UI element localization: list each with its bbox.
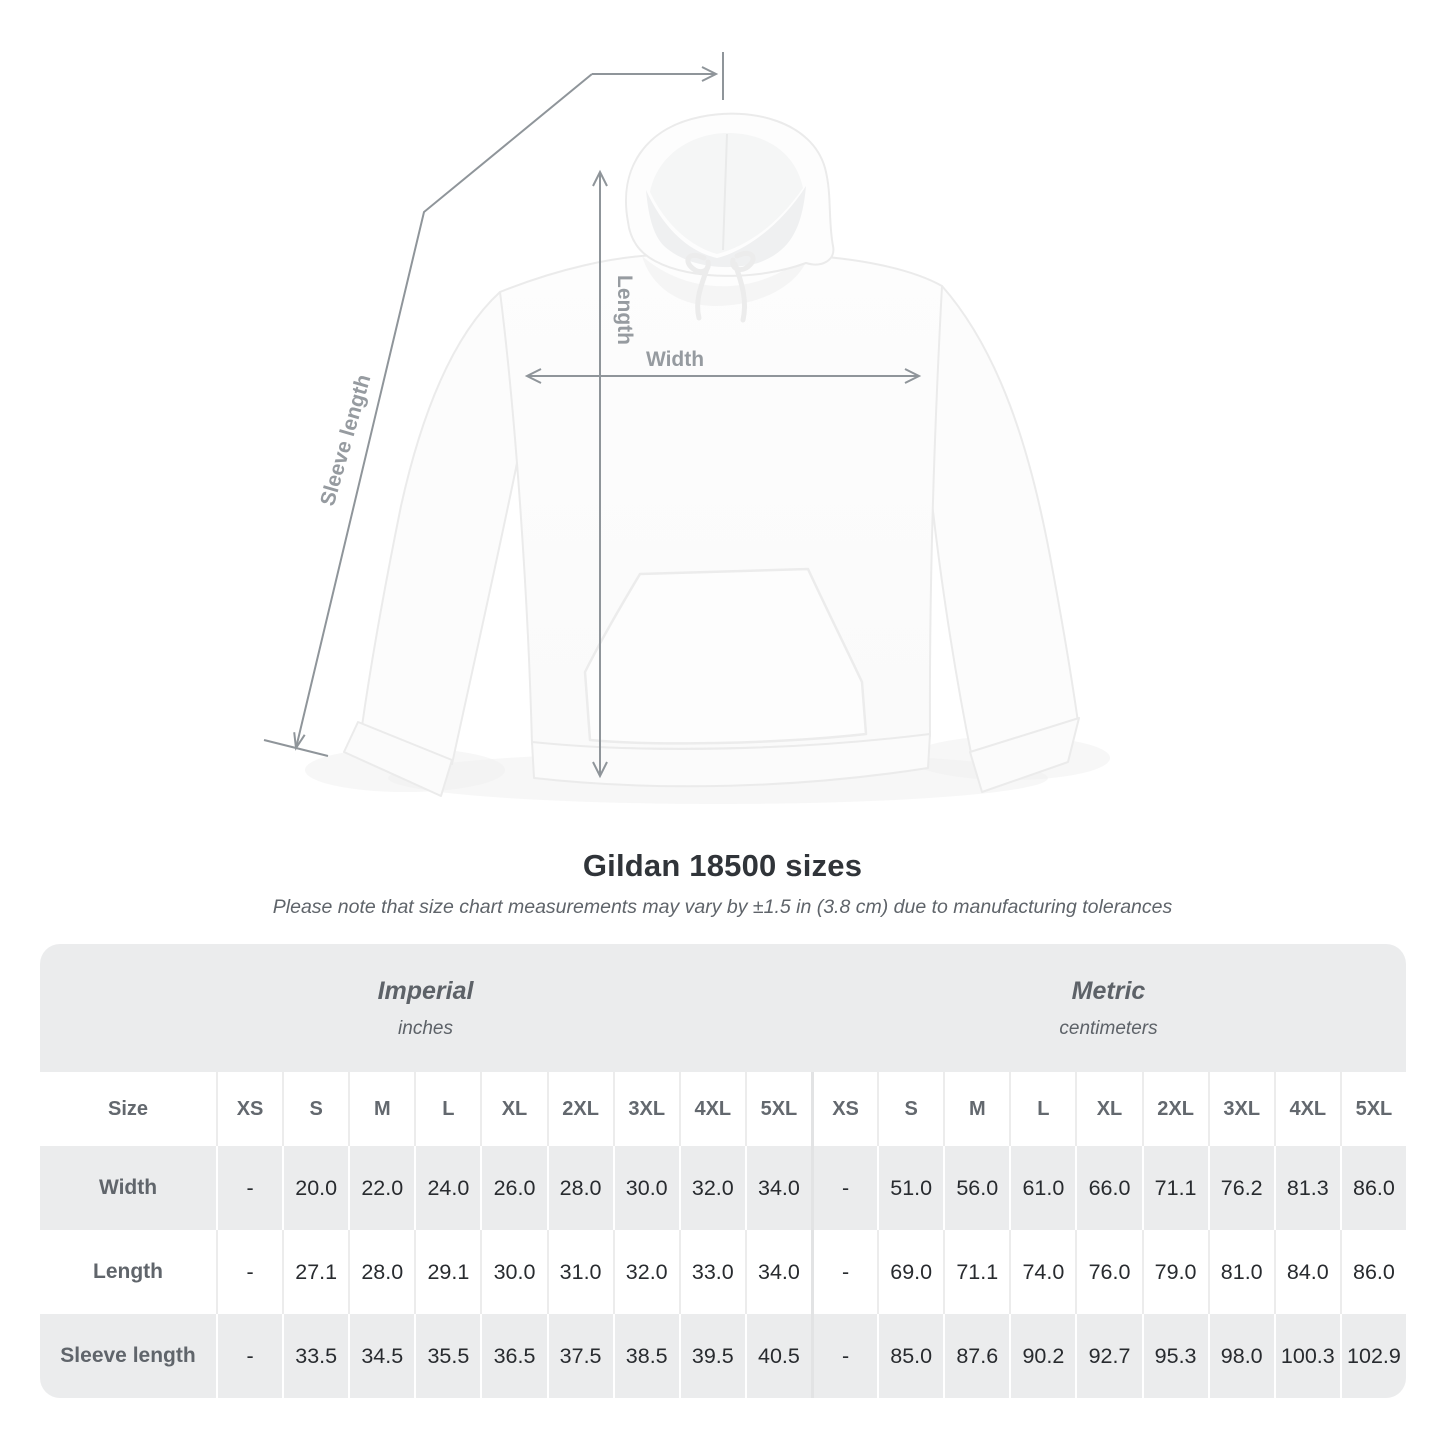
metric-value: 56.0 — [943, 1146, 1009, 1230]
metric-value: - — [811, 1230, 877, 1314]
imperial-value: 35.5 — [414, 1314, 480, 1398]
metric-size-header: L — [1009, 1072, 1075, 1146]
metric-value: 90.2 — [1009, 1314, 1075, 1398]
hoodie-left-sleeve — [362, 292, 527, 764]
imperial-value: 34.0 — [745, 1230, 811, 1314]
imperial-size-header: 4XL — [679, 1072, 745, 1146]
metric-value: 86.0 — [1340, 1230, 1406, 1314]
metric-value: - — [811, 1146, 877, 1230]
imperial-value: 39.5 — [679, 1314, 745, 1398]
metric-size-header: M — [943, 1072, 1009, 1146]
row-label: Width — [40, 1146, 216, 1230]
metric-size-header: 3XL — [1208, 1072, 1274, 1146]
hoodie-right-sleeve — [925, 286, 1078, 758]
metric-size-header: 5XL — [1340, 1072, 1406, 1146]
metric-size-header: 2XL — [1142, 1072, 1208, 1146]
imperial-value: 33.0 — [679, 1230, 745, 1314]
imperial-value: - — [216, 1146, 282, 1230]
metric-value: - — [811, 1314, 877, 1398]
imperial-value: - — [216, 1230, 282, 1314]
imperial-value: 27.1 — [282, 1230, 348, 1314]
metric-value: 79.0 — [1142, 1230, 1208, 1314]
imperial-size-header: S — [282, 1072, 348, 1146]
row-label: Length — [40, 1230, 216, 1314]
imperial-value: 28.0 — [547, 1146, 613, 1230]
metric-value: 86.0 — [1340, 1146, 1406, 1230]
metric-value: 85.0 — [877, 1314, 943, 1398]
imperial-unit: inches — [398, 1017, 453, 1039]
imperial-value: 33.5 — [282, 1314, 348, 1398]
metric-size-header: S — [877, 1072, 943, 1146]
row-label: Sleeve length — [40, 1314, 216, 1398]
imperial-value: 26.0 — [480, 1146, 546, 1230]
imperial-title: Imperial — [377, 976, 474, 1005]
imperial-value: - — [216, 1314, 282, 1398]
imperial-value: 29.1 — [414, 1230, 480, 1314]
imperial-value: 30.0 — [480, 1230, 546, 1314]
metric-value: 95.3 — [1142, 1314, 1208, 1398]
imperial-value: 20.0 — [282, 1146, 348, 1230]
size-corner-header: Size — [40, 1072, 216, 1146]
metric-value: 71.1 — [1142, 1146, 1208, 1230]
metric-value: 76.0 — [1075, 1230, 1141, 1314]
imperial-size-header: L — [414, 1072, 480, 1146]
imperial-value: 24.0 — [414, 1146, 480, 1230]
metric-value: 71.1 — [943, 1230, 1009, 1314]
metric-title: Metric — [1071, 976, 1146, 1005]
imperial-value: 32.0 — [613, 1230, 679, 1314]
metric-value: 81.3 — [1274, 1146, 1340, 1230]
metric-value: 66.0 — [1075, 1146, 1141, 1230]
metric-value: 98.0 — [1208, 1314, 1274, 1398]
metric-value: 92.7 — [1075, 1314, 1141, 1398]
imperial-value: 34.0 — [745, 1146, 811, 1230]
metric-size-header: XS — [811, 1072, 877, 1146]
sleeve-length-label: Sleeve length — [316, 371, 376, 509]
imperial-value: 34.5 — [348, 1314, 414, 1398]
imperial-value: 32.0 — [679, 1146, 745, 1230]
width-label: Width — [645, 348, 705, 371]
metric-size-header: XL — [1075, 1072, 1141, 1146]
metric-value: 76.2 — [1208, 1146, 1274, 1230]
imperial-value: 40.5 — [745, 1314, 811, 1398]
metric-value: 84.0 — [1274, 1230, 1340, 1314]
metric-value: 102.9 — [1340, 1314, 1406, 1398]
tolerance-note: Please note that size chart measurements may vary by ±1.5 in (3.8 cm) due to manufacturing tolerances — [272, 896, 1173, 918]
metric-value: 61.0 — [1009, 1146, 1075, 1230]
metric-value: 51.0 — [877, 1146, 943, 1230]
imperial-value: 37.5 — [547, 1314, 613, 1398]
metric-value: 87.6 — [943, 1314, 1009, 1398]
imperial-size-header: XL — [480, 1072, 546, 1146]
metric-value: 69.0 — [877, 1230, 943, 1314]
metric-unit: centimeters — [1059, 1017, 1158, 1039]
imperial-value: 31.0 — [547, 1230, 613, 1314]
imperial-value: 28.0 — [348, 1230, 414, 1314]
page-title: Gildan 18500 sizes — [582, 848, 863, 883]
imperial-size-header: M — [348, 1072, 414, 1146]
length-label: Length — [613, 275, 636, 345]
imperial-value: 36.5 — [480, 1314, 546, 1398]
metric-value: 74.0 — [1009, 1230, 1075, 1314]
imperial-value: 22.0 — [348, 1146, 414, 1230]
metric-section-header — [811, 944, 1406, 1072]
imperial-size-header: 5XL — [745, 1072, 811, 1146]
imperial-size-header: XS — [216, 1072, 282, 1146]
size-chart-table — [40, 944, 1406, 1398]
imperial-value: 38.5 — [613, 1314, 679, 1398]
metric-size-header: 4XL — [1274, 1072, 1340, 1146]
imperial-value: 30.0 — [613, 1146, 679, 1230]
metric-value: 100.3 — [1274, 1314, 1340, 1398]
imperial-section-header — [40, 944, 811, 1072]
metric-value: 81.0 — [1208, 1230, 1274, 1314]
imperial-size-header: 2XL — [547, 1072, 613, 1146]
imperial-size-header: 3XL — [613, 1072, 679, 1146]
